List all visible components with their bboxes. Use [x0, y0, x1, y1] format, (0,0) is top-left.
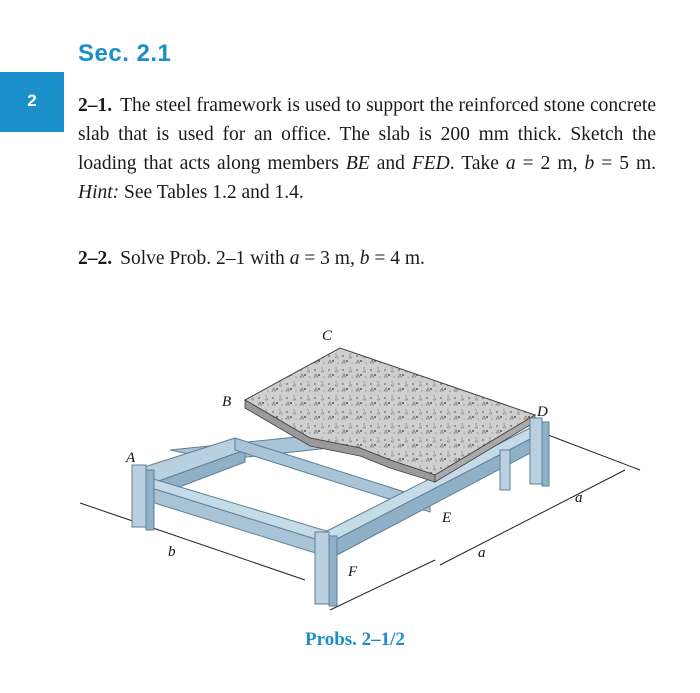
chapter-tab: 2 [0, 72, 64, 132]
hint-text: See Tables 1.2 and 1.4. [119, 182, 304, 203]
column-back [500, 450, 510, 490]
member-label: BE [345, 153, 370, 174]
column-D [530, 418, 549, 486]
label-E: E [442, 510, 452, 526]
variable-a: a [505, 153, 516, 174]
value-b: = 4 m. [369, 248, 425, 269]
variable-b: b [584, 153, 595, 174]
hint-label: Hint: [78, 182, 120, 203]
label-D: D [537, 404, 548, 420]
label-b: b [168, 544, 176, 560]
problem-number: 2–2. [78, 248, 113, 269]
value-a: = 3 m, [299, 248, 360, 269]
variable-b: b [359, 248, 370, 269]
member-label: FED [411, 153, 450, 174]
value-a: = 2 m, [515, 153, 585, 174]
variable-a: a [289, 248, 300, 269]
framework-figure [60, 310, 660, 655]
problem-text: . Take [449, 153, 506, 174]
label-B: B [222, 394, 232, 410]
label-a-front: a [478, 545, 486, 561]
problem-text: and [369, 153, 412, 174]
value-b: = 5 m. [594, 153, 656, 174]
label-F: F [348, 564, 358, 580]
problem-text: The steel framework is used to support the reinforced stone concrete slab that is used for an office. The slab is 200 mm thick. Sketch the loading that acts along members [78, 95, 656, 174]
figure-caption: Probs. 2–1/2 [305, 629, 405, 650]
column-A [132, 465, 154, 530]
label-a-right: a [575, 490, 583, 506]
section-title: Sec. 2.1 [78, 40, 172, 67]
label-C: C [322, 328, 333, 344]
column-F [315, 532, 337, 606]
problem-number: 2–1. [78, 95, 113, 116]
label-A: A [126, 450, 136, 466]
problem-text: Solve Prob. 2–1 with [120, 248, 290, 269]
problem-2-1 [78, 91, 656, 207]
problem-2-2 [78, 244, 656, 273]
